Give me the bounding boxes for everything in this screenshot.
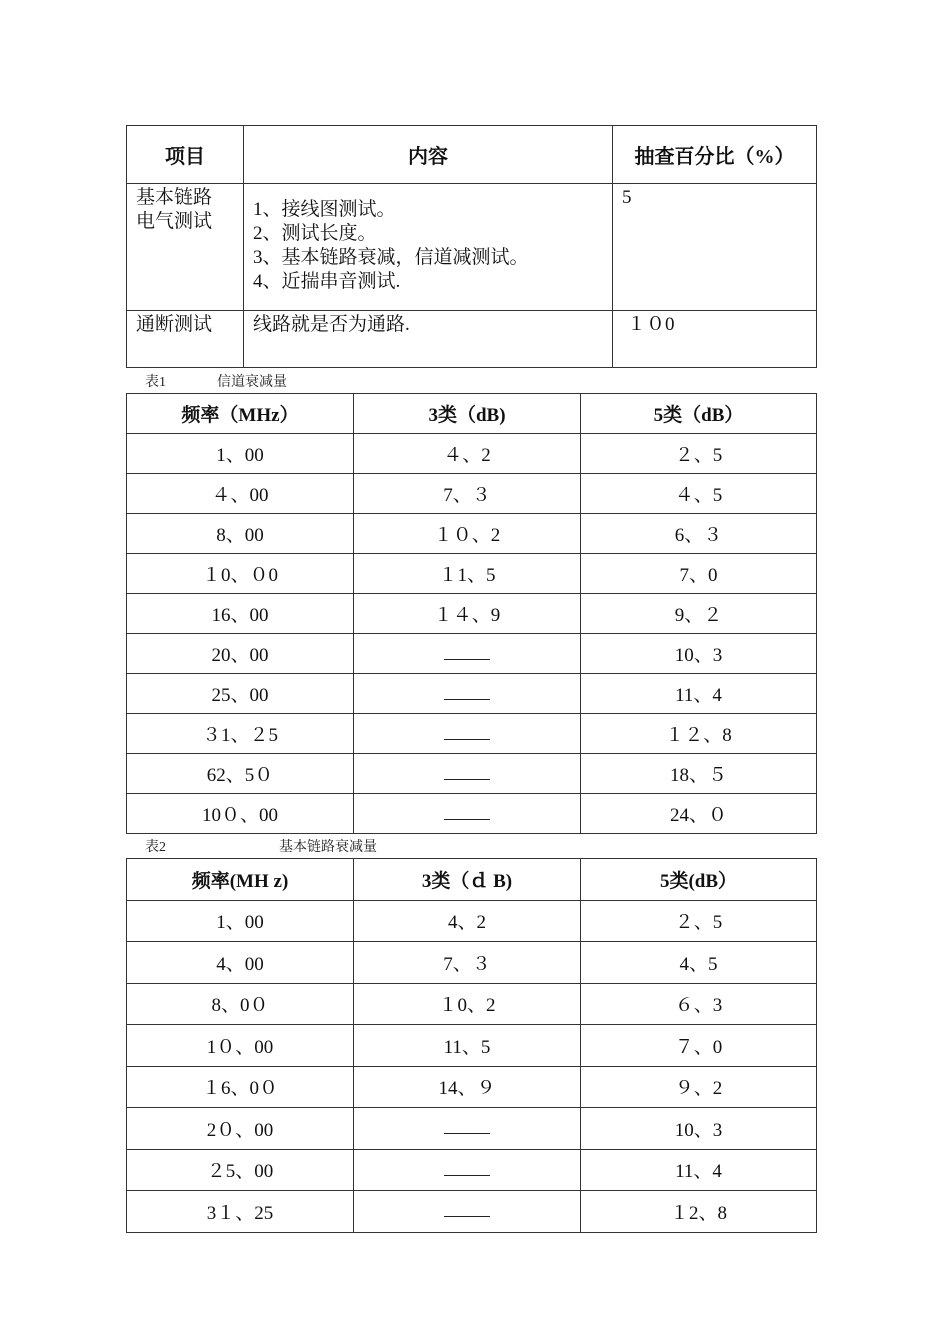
- empty-dash: [444, 769, 490, 780]
- table-row: [127, 554, 817, 594]
- cell-cat5: 10、3: [581, 1108, 817, 1150]
- table-row: [127, 634, 817, 674]
- item-name-line: 通断测试: [136, 314, 213, 335]
- cell-cat3: [354, 754, 581, 794]
- row-item-name: [127, 184, 244, 311]
- header-content: 内容: [244, 126, 613, 184]
- table1-caption: [145, 371, 287, 391]
- caption-number: 表2: [145, 840, 166, 855]
- cell-frequency: 1０、00: [127, 1025, 354, 1067]
- caption-title: 信道衰减量: [217, 375, 287, 390]
- cell-frequency: １0、０0: [127, 554, 354, 594]
- table1-header-row: [127, 394, 817, 434]
- cell-cat3: [354, 634, 581, 674]
- empty-dash: [444, 1165, 490, 1176]
- table-row: [127, 184, 817, 311]
- cell-frequency: 25、00: [127, 674, 354, 714]
- content-line: 线路就是否为通路.: [253, 314, 410, 335]
- cell-frequency: 62、5０: [127, 754, 354, 794]
- table-row: [127, 1149, 817, 1191]
- cell-frequency: ４、00: [127, 474, 354, 514]
- cell-cat3: 7、３: [354, 474, 581, 514]
- table2-caption: [145, 836, 377, 856]
- empty-dash: [444, 1123, 490, 1134]
- item-name-line: 基本链路: [136, 187, 213, 208]
- basic-link-attenuation-table: [126, 858, 817, 1233]
- content-line: 4、近揣串音测试.: [253, 271, 401, 292]
- cell-frequency: 3１、25: [127, 1191, 354, 1233]
- cell-cat5: ２、5: [581, 434, 817, 474]
- cell-cat3: ４、2: [354, 434, 581, 474]
- empty-dash: [444, 1206, 490, 1217]
- cell-cat3: [354, 714, 581, 754]
- main-table-header-row: [127, 126, 817, 184]
- cell-cat3: １1、5: [354, 554, 581, 594]
- header-percent: 抽查百分比（%）: [613, 126, 817, 184]
- table-row: [127, 1066, 817, 1108]
- header-cat3: 3类（ｄ B): [354, 859, 581, 901]
- table-row: [127, 983, 817, 1025]
- empty-dash: [444, 809, 490, 820]
- cell-cat3: [354, 794, 581, 834]
- cell-cat3: 14、９: [354, 1066, 581, 1108]
- cell-cat5: ６、3: [581, 983, 817, 1025]
- table-row: [127, 1191, 817, 1233]
- cell-cat5: ７、0: [581, 1025, 817, 1067]
- caption-number: 表1: [145, 375, 166, 390]
- cell-cat5: 6、３: [581, 514, 817, 554]
- header-cat5: 5类(dB）: [581, 859, 817, 901]
- cell-cat5: ４、5: [581, 474, 817, 514]
- empty-dash: [444, 649, 490, 660]
- caption-title: 基本链路衰减量: [279, 840, 377, 855]
- cell-cat3: １４、9: [354, 594, 581, 634]
- table-row: [127, 1025, 817, 1067]
- cell-cat5: 9、２: [581, 594, 817, 634]
- cell-cat5: 24、０: [581, 794, 817, 834]
- empty-dash: [444, 689, 490, 700]
- channel-attenuation-table: [126, 393, 817, 834]
- header-frequency: 频率（MHz）: [127, 394, 354, 434]
- table-row: [127, 311, 817, 368]
- table-row: [127, 674, 817, 714]
- cell-frequency: 1、00: [127, 434, 354, 474]
- table-row: [127, 942, 817, 984]
- row-content: [244, 311, 613, 368]
- cell-cat3: [354, 1191, 581, 1233]
- table-row: [127, 474, 817, 514]
- table-row: [127, 1108, 817, 1150]
- cell-frequency: 8、00: [127, 514, 354, 554]
- cell-frequency: 16、00: [127, 594, 354, 634]
- cell-frequency: 10０、00: [127, 794, 354, 834]
- cell-frequency: 8、0０: [127, 983, 354, 1025]
- cell-cat5: ２、5: [581, 900, 817, 942]
- table-row: [127, 714, 817, 754]
- table2-header-row: [127, 859, 817, 901]
- cell-cat3: [354, 1108, 581, 1150]
- content-line: 1、接线图测试。: [253, 199, 396, 220]
- row-item-name: [127, 311, 244, 368]
- cell-frequency: 1、00: [127, 900, 354, 942]
- table-row: [127, 434, 817, 474]
- cell-cat3: 7、３: [354, 942, 581, 984]
- cell-cat5: 11、4: [581, 1149, 817, 1191]
- cell-cat3: 11、5: [354, 1025, 581, 1067]
- table-row: [127, 900, 817, 942]
- header-cat5: 5类（dB）: [581, 394, 817, 434]
- cell-cat5: ９、2: [581, 1066, 817, 1108]
- cell-cat5: 18、５: [581, 754, 817, 794]
- header-cat3: 3类（dB): [354, 394, 581, 434]
- header-frequency: 频率(MH z): [127, 859, 354, 901]
- cell-cat3: [354, 1149, 581, 1191]
- cell-cat3: １0、2: [354, 983, 581, 1025]
- main-test-table: [126, 125, 817, 368]
- row-percent: １０0: [613, 311, 817, 368]
- table-row: [127, 594, 817, 634]
- cell-cat5: 10、3: [581, 634, 817, 674]
- cell-cat5: １2、8: [581, 1191, 817, 1233]
- cell-frequency: ２5、00: [127, 1149, 354, 1191]
- table-row: [127, 754, 817, 794]
- content-line: 2、测试长度。: [253, 223, 377, 244]
- empty-dash: [444, 729, 490, 740]
- cell-cat3: [354, 674, 581, 714]
- cell-frequency: 2０、00: [127, 1108, 354, 1150]
- cell-cat5: 11、4: [581, 674, 817, 714]
- row-percent: 5: [613, 184, 817, 311]
- cell-cat5: 4、5: [581, 942, 817, 984]
- cell-frequency: ３1、２5: [127, 714, 354, 754]
- table-row: [127, 514, 817, 554]
- cell-cat5: 7、0: [581, 554, 817, 594]
- cell-frequency: 20、00: [127, 634, 354, 674]
- row-content: [244, 184, 613, 311]
- cell-cat3: 4、2: [354, 900, 581, 942]
- cell-cat3: １０、2: [354, 514, 581, 554]
- content-line: 3、基本链路衰减，信道减测试。: [253, 247, 529, 268]
- item-name-line: 电气测试: [136, 211, 213, 232]
- header-item: 项目: [127, 126, 244, 184]
- table-row: [127, 794, 817, 834]
- cell-frequency: １6、0０: [127, 1066, 354, 1108]
- cell-cat5: １２、8: [581, 714, 817, 754]
- cell-frequency: 4、00: [127, 942, 354, 984]
